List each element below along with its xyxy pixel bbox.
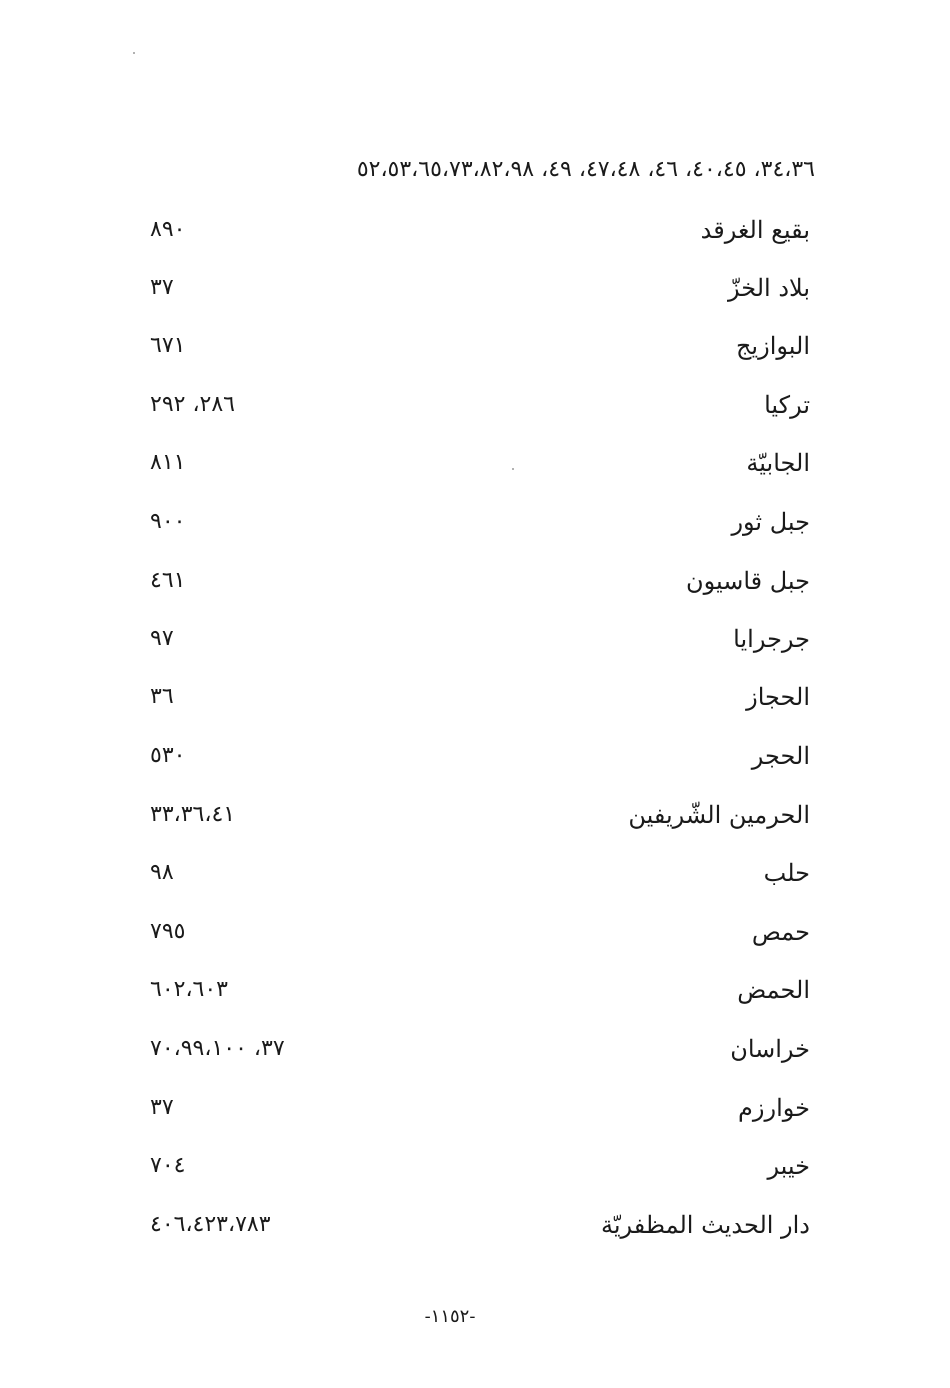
page-references: ٣٧	[150, 275, 174, 300]
index-entry	[0, 1141, 950, 1191]
index-entry	[0, 497, 950, 547]
page-references: ٣٣،٣٦،٤١	[150, 802, 236, 827]
page-references: ٣٧	[150, 1095, 174, 1120]
page-number: -١١٥٢-	[424, 1306, 476, 1327]
place-name: جرجرايا	[733, 625, 810, 653]
place-name: خراسان	[730, 1035, 810, 1063]
page-references: ٦٠٢،٦٠٣	[150, 977, 228, 1002]
place-name: الحرمين الشّريفين	[628, 801, 810, 829]
page-references: ٤٦١	[150, 568, 186, 593]
page-references: ٦٧١	[150, 333, 186, 358]
place-name: الجابيّة	[746, 449, 810, 477]
page-references: ٣٦	[150, 684, 174, 709]
index-entry	[0, 848, 950, 898]
page-references: ٤٠٦،٤٢٣،٧٨٣	[150, 1212, 271, 1237]
place-name: تركيا	[764, 391, 810, 419]
index-entry	[0, 263, 950, 313]
index-entry	[0, 321, 950, 371]
page-references: ٧٠٤	[150, 1153, 186, 1178]
index-entry	[0, 205, 950, 255]
page-references: ٩٠٠	[150, 509, 186, 534]
index-entry	[0, 907, 950, 957]
continuation-page-list: ٣٤،٣٦، ٤٠،٤٥، ٤٦، ٤٧،٤٨، ٤٩، ٥٢،٥٣،٦٥،٧٣،٨٢،٩٨	[356, 157, 815, 182]
page-references: ٩٨	[150, 860, 174, 885]
index-entry	[0, 672, 950, 722]
place-name: خوارزم	[738, 1094, 810, 1122]
index-entry	[0, 731, 950, 781]
place-name: جبل ثور	[731, 508, 810, 536]
index-entry	[0, 1024, 950, 1074]
place-name: بلاد الخزّ	[727, 274, 810, 302]
page-references: ٣٧، ٧٠،٩٩،١٠٠	[150, 1036, 285, 1061]
place-name: حلب	[763, 859, 810, 887]
place-name: الحجر	[751, 742, 810, 770]
place-name: البوازيج	[735, 332, 810, 360]
index-entry	[0, 614, 950, 664]
place-name: حمص	[751, 918, 810, 946]
place-name: جبل قاسيون	[685, 567, 810, 595]
index-entry	[0, 1200, 950, 1250]
scan-speck	[133, 52, 135, 54]
index-entry	[0, 965, 950, 1015]
page-references: ٨١١	[150, 450, 186, 475]
index-entry	[0, 1083, 950, 1133]
page-references: ٨٩٠	[150, 217, 186, 242]
place-name: دار الحديث المظفريّة	[601, 1211, 810, 1239]
page-references: ٢٨٦، ٢٩٢	[150, 392, 235, 417]
page-references: ٧٩٥	[150, 919, 186, 944]
place-name: الحمض	[737, 976, 810, 1004]
index-entry	[0, 790, 950, 840]
place-name: خيبر	[767, 1152, 810, 1180]
page-references: ٥٣٠	[150, 743, 186, 768]
index-entry	[0, 438, 950, 488]
place-name: الحجاز	[746, 683, 810, 711]
index-entry	[0, 556, 950, 606]
index-entry	[0, 380, 950, 430]
place-name: بقيع الغرقد	[700, 216, 810, 244]
page-references: ٩٧	[150, 626, 174, 651]
